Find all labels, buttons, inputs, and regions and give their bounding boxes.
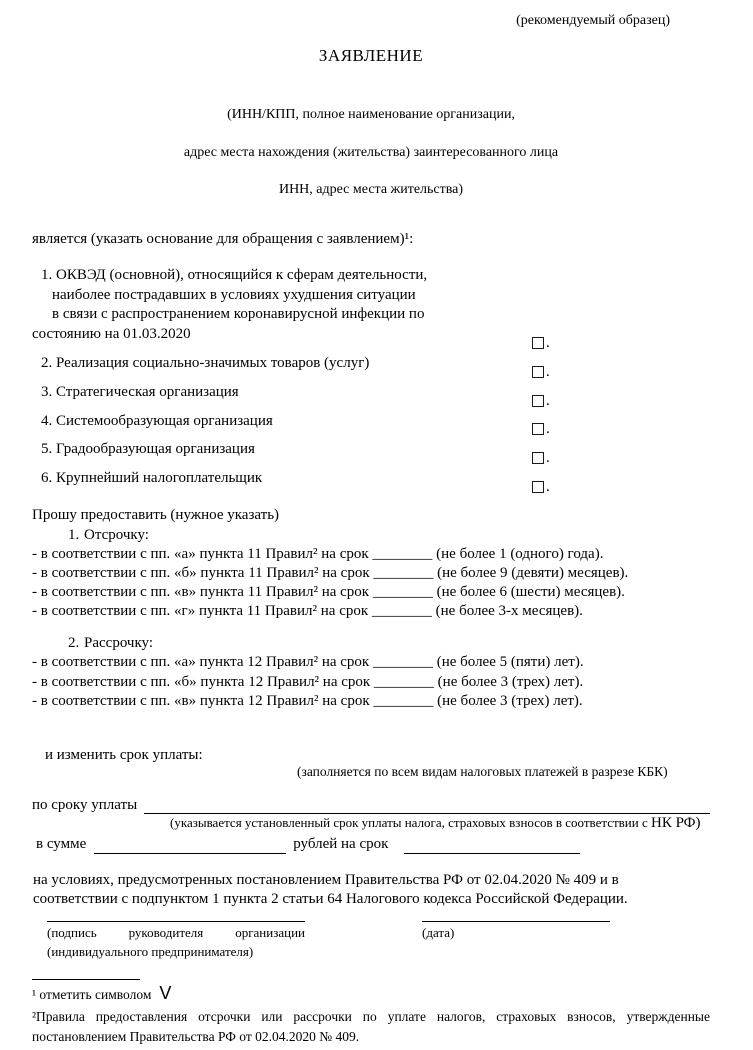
ground-checkbox-4[interactable]	[532, 421, 710, 438]
signature-column	[47, 921, 305, 959]
installment-option-v: - в соответствии с пп. «в» пункта 12 Правил² на срок ________ (не более 3 (трех) лет).	[32, 692, 583, 709]
installment-heading	[68, 633, 710, 653]
ground-item-2-text: 2. Реализация социально-значимых товаров (услуг)	[41, 355, 370, 371]
due-date-label: по сроку уплаты	[32, 796, 138, 813]
signature-block	[47, 921, 710, 959]
checkbox-icon[interactable]	[532, 423, 544, 435]
ground-item-1-line-4: состоянию на 01.03.2020	[32, 325, 191, 342]
sum-row	[36, 835, 710, 854]
installment-number: 2.	[68, 635, 80, 652]
signature-field[interactable]	[47, 921, 305, 922]
checkmark-symbol: V	[159, 983, 172, 1004]
ground-checkbox-2[interactable]	[532, 363, 710, 380]
ground-checkbox-3[interactable]	[532, 392, 710, 409]
term-label: рублей на срок	[293, 835, 389, 852]
footnote-2-line-1: ²Правила предоставления отсрочки или рассрочки по уплате налогов, страховых взносов, утвержденные	[32, 1009, 710, 1025]
footnote-2-line-2: постановлением Правительства РФ от 02.04.2020 № 409.	[32, 1028, 360, 1044]
due-date-field[interactable]	[144, 797, 710, 814]
deferral-label: Отсрочку:	[84, 526, 149, 543]
request-heading: Прошу предоставить (нужное указать)	[32, 506, 280, 523]
deferral-heading	[68, 525, 710, 545]
org-info-caption-2: адрес места нахождения (жительства) заинтересованного лица	[183, 145, 559, 161]
footnote-separator	[32, 979, 140, 980]
ground-item-5	[32, 440, 710, 466]
checkbox-period: .	[546, 335, 550, 351]
due-date-note-text: (указывается установленный срок уплаты налога, страховых взносов в соответствии с	[170, 814, 651, 830]
due-date-note	[170, 814, 710, 832]
checkbox-period: .	[546, 478, 550, 495]
conditions-line-2: соответствии с подпунктом 1 пункта 2 статьи 64 Налогового кодекса Российской Федерации.	[33, 890, 628, 907]
date-field[interactable]	[422, 921, 610, 922]
sum-label: в сумме	[36, 835, 87, 852]
deferral-number: 1.	[68, 526, 80, 543]
ground-item-5-text: 5. Градообразующая организация	[41, 441, 255, 458]
checkbox-icon[interactable]	[532, 366, 544, 378]
ground-item-3	[32, 383, 710, 409]
checkbox-icon[interactable]	[532, 452, 544, 464]
kbk-note: (заполняется по всем видам налоговых платежей в разрезе КБК)	[297, 763, 668, 779]
checkbox-period: .	[546, 392, 550, 409]
signature-caption-line-2: (индивидуального предпринимателя)	[47, 943, 254, 959]
ground-item-4-text: 4. Системообразующая организация	[41, 412, 273, 429]
change-terms-lead: и изменить срок уплаты:	[45, 746, 203, 763]
due-date-note-tail: НК РФ)	[651, 814, 701, 831]
ground-item-6-text: 6. Крупнейший налогоплательщик	[41, 470, 263, 486]
checkbox-period: .	[546, 363, 550, 380]
date-caption: (дата)	[422, 925, 455, 941]
deferral-option-v: - в соответствии с пп. «в» пункта 11 Правил² на срок ________ (не более 6 (шести) месяцев).	[32, 583, 625, 600]
ground-item-2	[32, 354, 710, 380]
ground-item-1	[32, 266, 710, 351]
signature-caption-line-1: (подпись руководителя организации	[47, 925, 305, 941]
checkbox-period: .	[546, 450, 550, 466]
ground-item-1-line-2: наиболее пострадавших в условиях ухудшения ситуации	[52, 286, 416, 303]
org-info-caption-3: ИНН, адрес места жительства)	[278, 181, 464, 197]
conditions-line-1: на условиях, предусмотренных постановлением Правительства РФ от 02.04.2020 № 409 и в	[33, 871, 619, 888]
conditions-paragraph	[33, 871, 710, 908]
footnote-1	[32, 983, 710, 1004]
ground-checkbox-6[interactable]	[532, 478, 710, 495]
checkbox-period: .	[546, 421, 550, 438]
checkbox-icon[interactable]	[532, 481, 544, 493]
sum-field[interactable]	[94, 837, 286, 854]
ground-item-1-line-1: 1. ОКВЭД (основной), относящийся к сферам деятельности,	[41, 267, 428, 283]
org-info-caption-1: (ИНН/КПП, полное наименование организации,	[227, 106, 515, 122]
sample-note: (рекомендуемый образец)	[516, 13, 670, 28]
term-field[interactable]	[404, 837, 580, 854]
footnote-2	[32, 1007, 710, 1046]
installment-option-b: - в соответствии с пп. «б» пункта 12 Правил² на срок ________ (не более 3 (трех) лет).	[32, 673, 584, 690]
intro-line: является (указать основание для обращения с заявлением)¹:	[32, 231, 414, 248]
ground-item-6	[32, 469, 710, 495]
checkbox-icon[interactable]	[532, 337, 544, 349]
ground-item-1-text	[32, 266, 532, 344]
ground-item-1-line-3: в связи с распространением коронавирусной инфекции по	[52, 306, 425, 322]
ground-checkbox-5[interactable]	[532, 452, 710, 464]
ground-checkbox-1[interactable]	[532, 337, 710, 349]
ground-item-4	[32, 412, 710, 438]
due-date-row	[32, 796, 710, 814]
grounds-list	[32, 266, 710, 495]
deferral-option-b: - в соответствии с пп. «б» пункта 11 Правил² на срок ________ (не более 9 (девяти) месяцев).	[32, 564, 629, 581]
deferral-option-g: - в соответствии с пп. «г» пункта 11 Правил² на срок ________ (не более 3-х месяцев).	[32, 603, 583, 620]
checkbox-icon[interactable]	[532, 395, 544, 407]
installment-label: Рассрочку:	[84, 635, 154, 652]
footnote-1-text: ¹ отметить символом	[32, 987, 152, 1003]
installment-option-a: - в соответствии с пп. «а» пункта 12 Правил² на срок ________ (не более 5 (пяти) лет).	[32, 654, 584, 671]
page-title: ЗАЯВЛЕНИЕ	[318, 45, 424, 65]
date-column	[422, 921, 610, 959]
ground-item-3-text: 3. Стратегическая организация	[41, 383, 239, 400]
deferral-option-a: - в соответствии с пп. «а» пункта 11 Правил² на срок ________ (не более 1 (одного) года).	[32, 545, 604, 562]
